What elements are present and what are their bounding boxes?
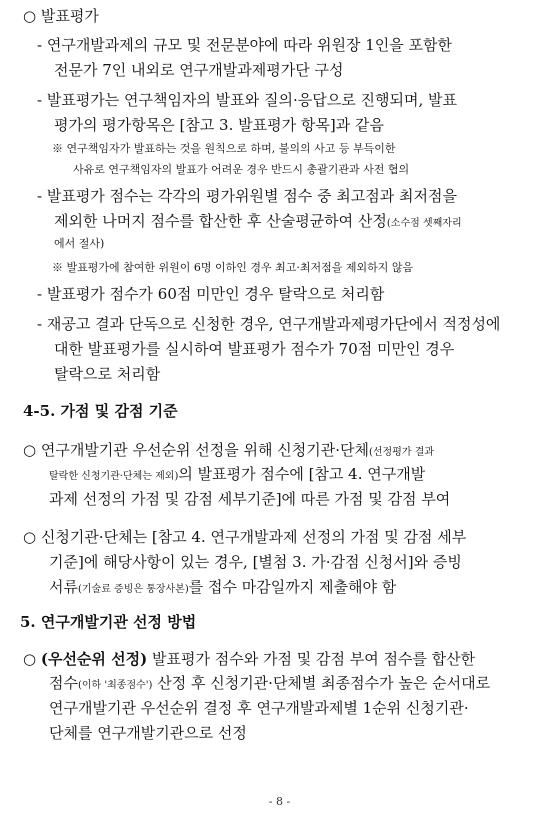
item-text: 의 발표평가 점수에 [참고 4. 연구개발 [178, 465, 426, 483]
item-line: 단체를 연구개발기관으로 선정 [49, 724, 247, 742]
item-line [49, 464, 425, 487]
bullet-line: 탈락으로 처리함 [54, 365, 161, 383]
bullet-line: - 연구개발과제의 규모 및 전문분야에 따라 위원장 1인을 포함한 [37, 36, 453, 54]
bullet-line: 평가의 평가항목은 [참고 3. 발표평가 항목]과 같음 [54, 116, 384, 134]
item-line: 과제 선정의 가점 및 감점 세부기준]에 따른 가점 및 감점 부여 [49, 490, 451, 508]
item-text: ○ [23, 650, 41, 668]
note-line: ※ 발표평가에 참여한 위원이 6명 이하인 경우 최고·최저점을 제외하지 않음 [52, 261, 414, 274]
note-line: 사유로 연구책임자의 발표가 어려운 경우 반드시 총괄기관과 사전 협의 [73, 163, 410, 176]
page-number: - 8 - [268, 795, 291, 808]
item-text: 점수 [49, 674, 78, 692]
item-text: 발표평가 점수와 가점 및 감점 부여 점수를 합산한 [147, 650, 476, 668]
item-paren: (기술료 증빙은 통장사본) [77, 584, 189, 595]
item-paren: 탈락한 신청기관·단체는 제외) [49, 471, 179, 482]
bullet-text: 제외한 나머지 점수를 합산한 후 산술평균하여 산정 [54, 212, 387, 230]
item-paren: (이하 '최종점수') [77, 680, 153, 691]
section-heading: 4-5. 가점 및 감점 기준 [23, 402, 178, 420]
item-line [49, 673, 490, 696]
subsection-heading: ○ 발표평가 [23, 7, 99, 25]
bullet-line [54, 211, 462, 234]
bullet-line: 대한 발표평가를 실시하여 발표평가 점수가 70점 미만인 경우 [54, 340, 455, 358]
bullet-line: - 발표평가 점수는 각각의 평가위원별 점수 중 최고점과 최저점을 [37, 187, 457, 205]
item-text: 서류 [49, 578, 78, 596]
item-paren: (선정평가 결과 [369, 447, 435, 458]
item-line: 연구개발기관 우선순위 결정 후 연구개발과제별 1순위 신청기관· [49, 699, 469, 717]
item-text: 산정 후 신청기관·단체별 최종점수가 높은 순서대로 [152, 674, 491, 692]
bullet-paren: (소수점 셋째자리 [386, 218, 462, 229]
item-line [23, 649, 475, 669]
bullet-line: - 발표평가 점수가 60점 미만인 경우 탈락으로 처리함 [37, 285, 385, 303]
item-line: ○ 신청기관·단체는 [참고 4. 연구개발과제 선정의 가점 및 감점 세부 [23, 528, 467, 546]
bullet-line: 전문가 7인 내외로 연구개발과제평가단 구성 [54, 61, 344, 79]
bullet-line: 에서 절사) [54, 237, 105, 250]
bullet-line: - 발표평가는 연구책임자의 발표와 질의·응답으로 진행되며, 발표 [37, 91, 457, 109]
item-line [23, 440, 434, 463]
item-line [49, 577, 396, 600]
item-text: 를 접수 마감일까지 제출해야 함 [188, 578, 397, 596]
bullet-line: - 재공고 결과 단독으로 신청한 경우, 연구개발과제평가단에서 적정성에 [37, 315, 501, 333]
note-line: ※ 연구책임자가 발표하는 것을 원칙으로 하며, 불의의 사고 등 부득이한 [52, 142, 396, 155]
section-heading: 5. 연구개발기관 선정 방법 [20, 613, 197, 631]
item-bold: (우선순위 선정) [40, 650, 148, 668]
item-line: 기준]에 해당사항이 있는 경우, [별첨 3. 가·감점 신청서]와 증빙 [49, 553, 462, 571]
item-text: ○ 연구개발기관 우선순위 선정을 위해 신청기관·단체 [23, 441, 369, 459]
